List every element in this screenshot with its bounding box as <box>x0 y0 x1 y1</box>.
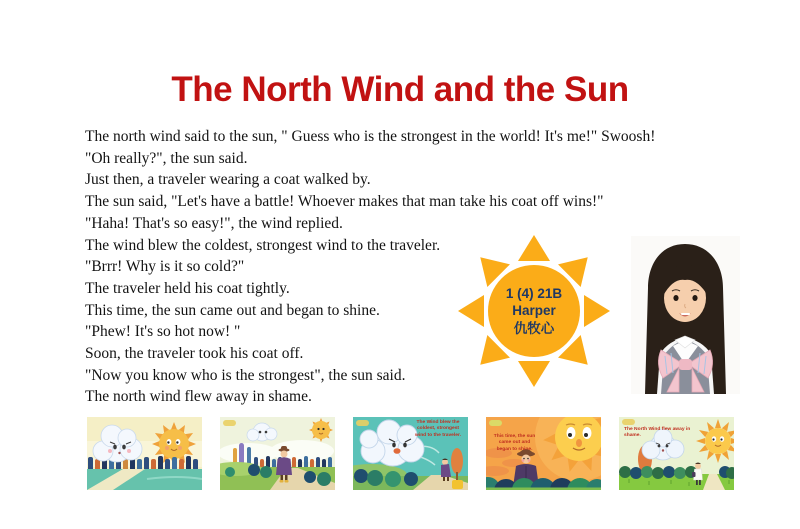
story-line-3: Just then, a traveler wearing a coat walked by. <box>85 171 371 189</box>
badge-name-zh: 仇牧心 <box>513 320 555 336</box>
video-thumbnail-wind-flies-away[interactable] <box>619 417 734 490</box>
story-line-13: The north wind flew away in shame. <box>85 388 312 406</box>
student-sun-badge[interactable] <box>457 232 611 390</box>
story-line-4: The sun said, "Let's have a battle! Whoever makes that man take his coat off wins!" <box>85 193 604 211</box>
badge-name-en: Harper <box>512 303 556 319</box>
story-line-2: "Oh really?", the sun said. <box>85 149 248 167</box>
story-line-8: The traveler held his coat tightly. <box>85 279 290 297</box>
badge-class: 1 (4) 21B <box>505 285 563 301</box>
video-thumbnail-traveler-walks-by[interactable] <box>220 417 335 490</box>
video-thumbnails-row <box>87 417 734 490</box>
story-line-10: "Phew! It's so hot now! " <box>85 323 241 341</box>
story-line-1: The north wind said to the sun, " Guess who is the strongest in the world! It's me!" Swoosh! <box>85 128 656 145</box>
thumbnail-caption: The North Wind flew away in shame. <box>624 427 691 439</box>
student-info <box>457 232 611 390</box>
thumbnail-watermark-logo <box>356 420 369 426</box>
story-line-9: This time, the sun came out and began to shine. <box>85 301 380 319</box>
thumbnail-watermark-logo <box>622 419 635 425</box>
thumbnail-caption: The Wind blew the coldest, strongest wind to the traveler. <box>415 420 461 438</box>
video-thumbnail-cloud-and-sun[interactable] <box>87 417 202 490</box>
thumbnail-image <box>87 417 202 490</box>
page-title: The North Wind and the Sun <box>171 70 629 109</box>
student-portrait-image <box>631 236 740 394</box>
thumbnail-image <box>220 417 335 490</box>
story-line-7: "Brrr! Why is it so cold?" <box>85 258 245 276</box>
story-line-12: "Now you know who is the strongest", the sun said. <box>85 366 406 384</box>
story-line-11: Soon, the traveler took his coat off. <box>85 345 304 363</box>
story-line-5: "Haha! That's so easy!", the wind replied. <box>85 214 343 232</box>
thumbnail-caption: This time, the sun came out and began to shine. <box>493 434 536 452</box>
thumbnail-watermark-logo <box>489 420 502 426</box>
video-thumbnail-wind-blows-at-traveler[interactable] <box>353 417 468 490</box>
thumbnail-image <box>486 417 601 490</box>
student-photo[interactable] <box>631 236 740 394</box>
video-thumbnail-sun-shines[interactable] <box>486 417 601 490</box>
thumbnail-watermark-logo <box>223 420 236 426</box>
story-line-6: The wind blew the coldest, strongest wind to the traveler. <box>85 236 441 254</box>
